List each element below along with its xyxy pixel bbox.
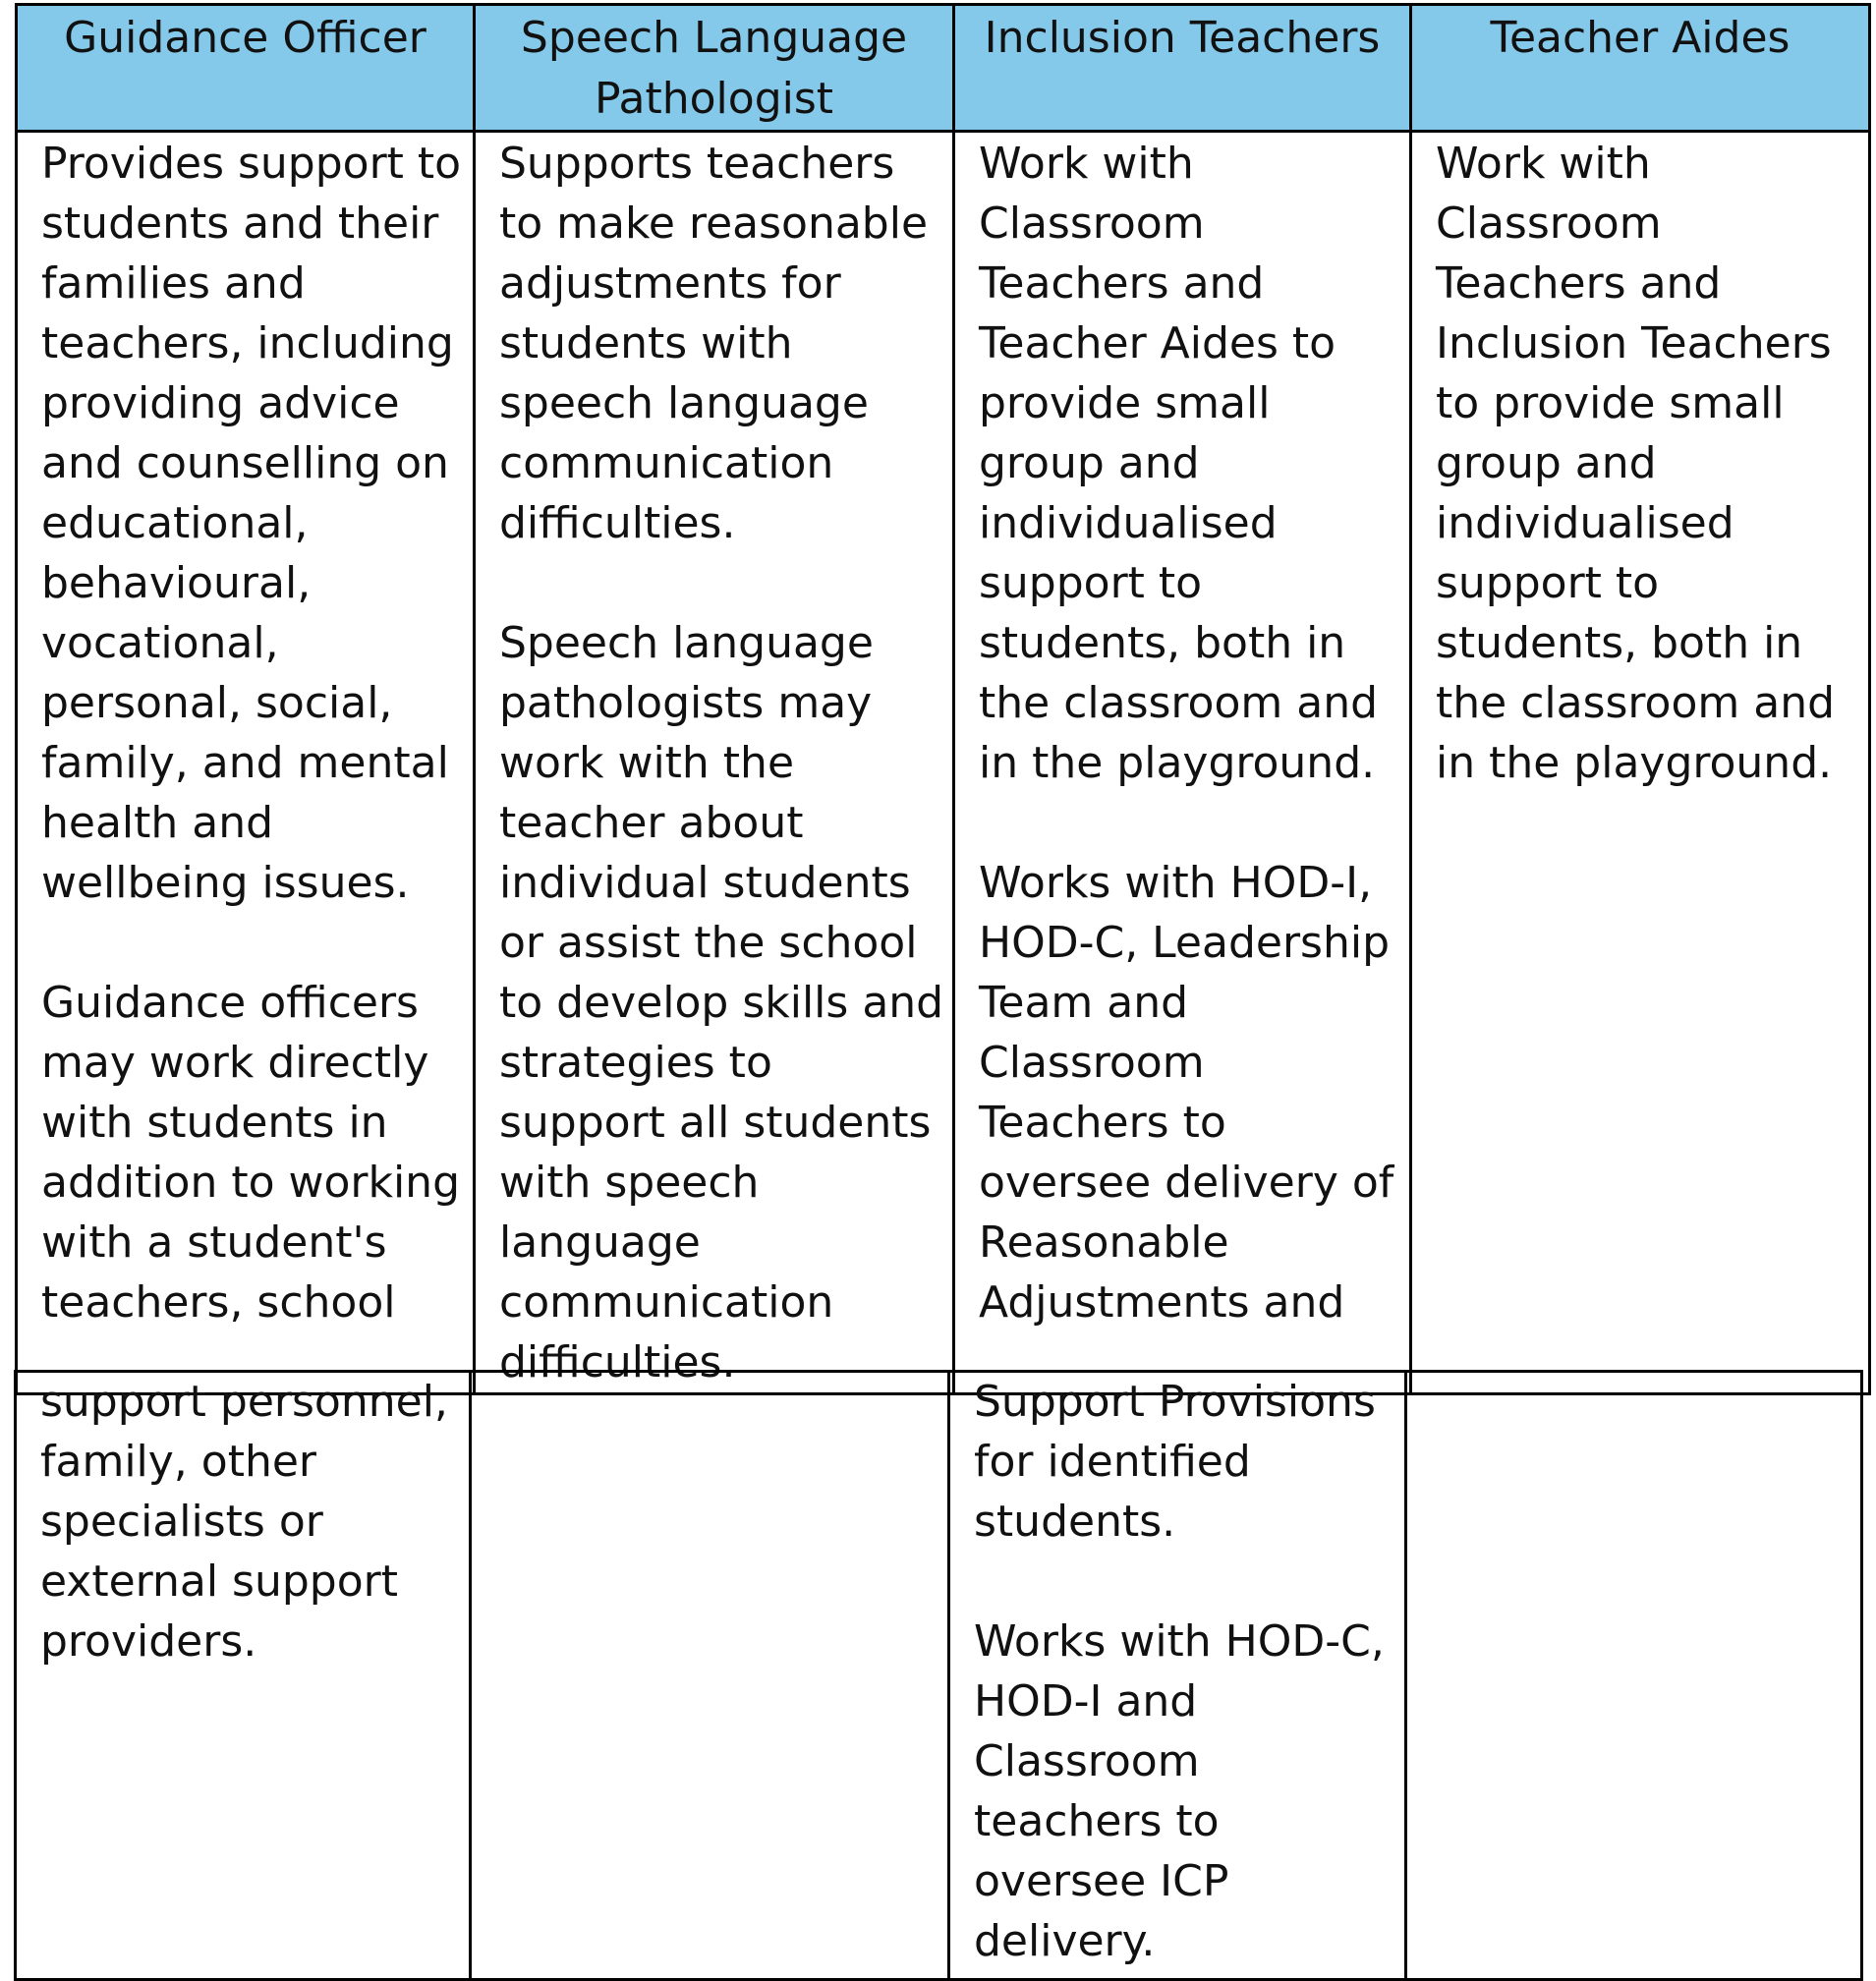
speech-language-pathologist-description: Supports teachers to make reasonable adjustments for students with speech language communication difficulties. Speech language pathologists may work with the teacher about individual students or assist the school to develop skills and strategies to support all students with speech language communication difficulties. <box>499 139 944 1387</box>
roles-table-part-1 <box>15 3 1871 1395</box>
teacher-aides-cell-continued <box>1406 1372 1862 1980</box>
header-speech-language-pathologist: Speech Language Pathologist <box>475 5 954 132</box>
guidance-officer-cell-continued <box>16 1372 471 1980</box>
header-inclusion-teachers: Inclusion Teachers <box>954 5 1411 132</box>
roles-table-part-2 <box>14 1370 1863 1981</box>
guidance-officer-description-continued: support personnel, family, other specialists or external support providers. <box>40 1377 448 1667</box>
inclusion-teachers-description-continued: Support Provisions for identified students. Works with HOD-C, HOD-I and Classroom teachers to oversee ICP delivery. <box>974 1377 1385 1966</box>
table-row <box>17 132 1870 1394</box>
inclusion-teachers-description: Work with Classroom Teachers and Teacher Aides to provide small group and individualised support to students, both in the classroom and in the playground. Works with HOD-I, HOD-C, Leadership Team and Classroom Teachers to oversee delivery of Reasonable Adjustments and <box>979 139 1394 1328</box>
table-row <box>16 1372 1862 1980</box>
teacher-aides-cell <box>1411 132 1870 1394</box>
teacher-aides-description: Work with Classroom Teachers and Inclusion Teachers to provide small group and individualised support to students, both in the classroom and in the playground. <box>1436 139 1836 788</box>
speech-language-pathologist-cell <box>475 132 954 1394</box>
header-row <box>17 5 1870 132</box>
inclusion-teachers-cell <box>954 132 1411 1394</box>
header-teacher-aides: Teacher Aides <box>1411 5 1870 132</box>
guidance-officer-cell <box>17 132 475 1394</box>
header-guidance-officer: Guidance Officer <box>17 5 475 132</box>
inclusion-teachers-cell-continued <box>949 1372 1406 1980</box>
guidance-officer-description: Provides support to students and their families and teachers, including providing advice and counselling on educational, behavioural, vocational, personal, social, family, and mental health and wellbeing issues. Guidance officers may work directly with students in addition to working with a student's teachers, school <box>41 139 462 1328</box>
speech-language-pathologist-cell-continued <box>471 1372 949 1980</box>
